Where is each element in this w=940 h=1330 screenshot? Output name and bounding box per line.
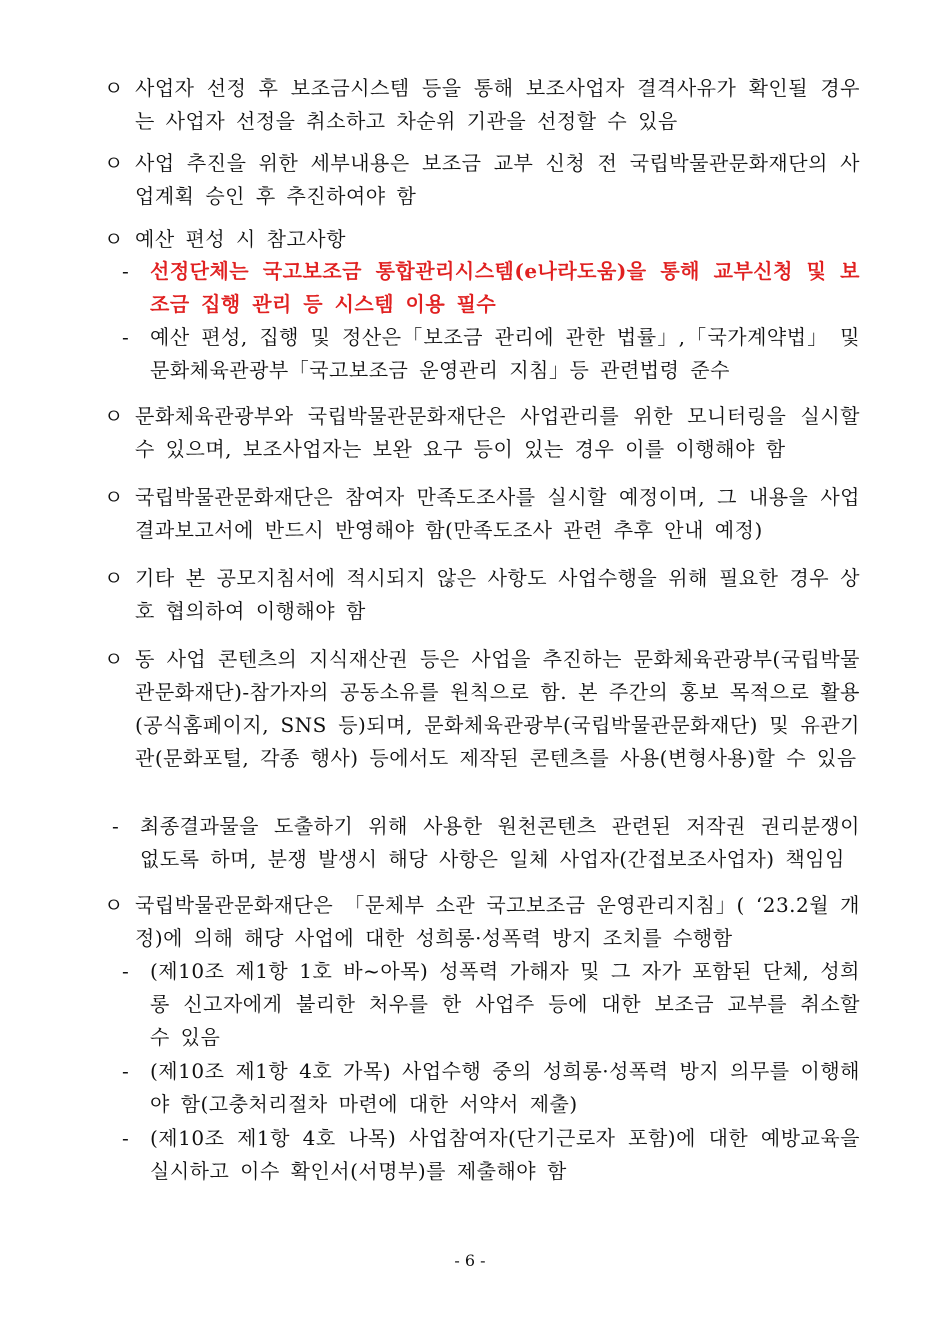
dash-marker: - (122, 959, 129, 983)
sub-text-highlight: 선정단체는 국고보조금 통합관리시스템(e나라도움)을 통해 교부신청 및 보조금 집행 관리 등 시스템 이용 필수 (150, 259, 860, 316)
bullet-text: 예산 편성 시 참고사항 (135, 227, 346, 251)
bullet-text: 기타 본 공모지침서에 적시되지 않은 사항도 사업수행을 위해 필요한 경우 상호 협의하여 이행해야 함 (135, 566, 860, 623)
dash-marker: - (122, 259, 129, 283)
dash-marker: - (122, 1126, 129, 1150)
sub-text: 예산 편성, 집행 및 정산은「보조금 관리에 관한 법률」,「국가계약법」 및 문화체육관광부「국고보조금 운영관리 지침」등 관련법령 준수 (150, 325, 860, 382)
bullet-text: 국립박물관문화재단은 참여자 만족도조사를 실시할 예정이며, 그 내용을 사업결과보고서에 반드시 반영해야 함(만족도조사 관련 추후 안내 예정) (135, 485, 860, 542)
sub-text: (제10조 제1항 1호 바~아목) 성폭력 가해자 및 그 자가 포함된 단체, 성희롱 신고자에게 불리한 처우를 한 사업주 등에 대한 보조금 교부를 취소할 수 있음 (150, 959, 860, 1049)
bullet-marker: ㅇ (104, 566, 124, 590)
page-number: - 6 - (454, 1251, 486, 1270)
sub-text: 최종결과물을 도출하기 위해 사용한 원천콘텐츠 관련된 저작권 권리분쟁이 없도록 하며, 분쟁 발생시 해당 사항은 일체 사업자(간접보조사업자) 책임임 (140, 814, 860, 871)
bullet-marker: ㅇ (104, 76, 124, 100)
dash-marker: - (122, 1059, 129, 1083)
dash-marker: - (122, 325, 129, 349)
bullet-marker: ㅇ (104, 404, 124, 428)
bullet-marker: ㅇ (104, 647, 124, 671)
bullet-marker: ㅇ (104, 485, 124, 509)
bullet-text: 문화체육관광부와 국립박물관문화재단은 사업관리를 위한 모니터링을 실시할 수 있으며, 보조사업자는 보완 요구 등이 있는 경우 이를 이행해야 함 (135, 404, 860, 461)
sub-text: (제10조 제1항 4호 나목) 사업참여자(단기근로자 포함)에 대한 예방교육을 실시하고 이수 확인서(서명부)를 제출해야 함 (150, 1126, 860, 1183)
bullet-marker: ㅇ (104, 893, 124, 917)
dash-marker: - (112, 814, 119, 838)
bullet-text: 사업자 선정 후 보조금시스템 등을 통해 보조사업자 결격사유가 확인될 경우는 사업자 선정을 취소하고 차순위 기관을 선정할 수 있음 (135, 76, 860, 133)
bullet-marker: ㅇ (104, 151, 124, 175)
sub-text: (제10조 제1항 4호 가목) 사업수행 중의 성희롱·성폭력 방지 의무를 이행해야 함(고충처리절차 마련에 대한 서약서 제출) (150, 1059, 860, 1116)
bullet-text: 사업 추진을 위한 세부내용은 보조금 교부 신청 전 국립박물관문화재단의 사업계획 승인 후 추진하여야 함 (135, 151, 860, 208)
bullet-text: 동 사업 콘텐츠의 지식재산권 등은 사업을 추진하는 문화체육관광부(국립박물관문화재단)-참가자의 공동소유를 원칙으로 함. 본 주간의 홍보 목적으로 활용(공식홈페이지, SNS 등)되며, 문화체육관광부(국립박물관문화재단) 및 유관기관(문화포털, 각종 행사) 등에서도 제작된 콘텐츠를 사용(변형사용)할 수 있음 (135, 647, 860, 770)
bullet-text: 국립박물관문화재단은 「문체부 소관 국고보조금 운영관리지침」( ‘23.2월 개정)에 의해 해당 사업에 대한 성희롱·성폭력 방지 조치를 수행함 (135, 893, 860, 950)
bullet-marker: ㅇ (104, 227, 124, 251)
